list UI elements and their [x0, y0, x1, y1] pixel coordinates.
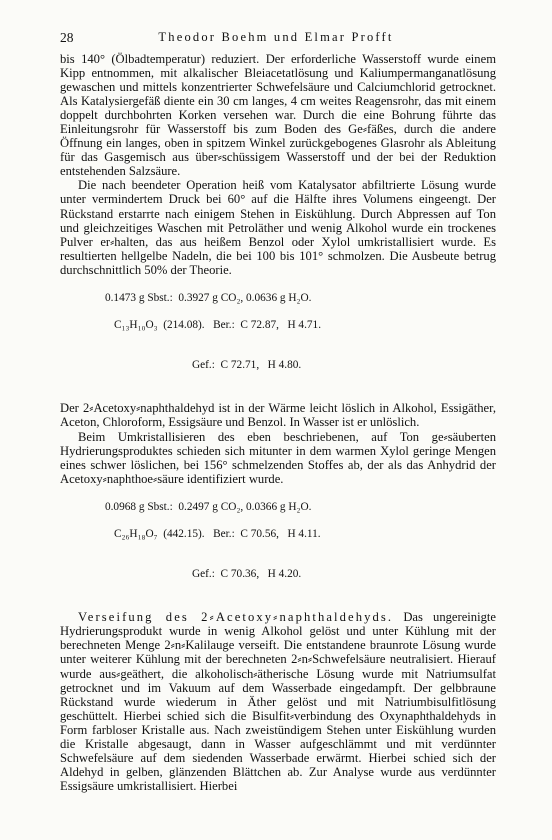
paragraph-1: bis 140° (Ölbadtemperatur) reduziert. Der erforderliche Wasserstoff wurde einem Kipp entnommen, mit alkalischer Bleiacetatlösung und Kaliumpermanganatlösung gewaschen und mittels konzentrierter Schwefelsäure und Calciumchlorid getrocknet. Als Katalysiergefäß diente ein 30 cm langes, 4 cm weites Reagensrohr, das mit einem doppelt durchbohrten Korken versehen war. Durch die eine Bohrung führte das Einleitungsrohr für Wasserstoff bis zum Boden des Ge⸗fäßes, durch die andere Öffnung ein langes, oben in spitzem Winkel zurückgebogenes Glasrohr als Ableitung für das Gasgemisch aus über⸗schüssigem Wasserstoff und der bei der Reduktion entstehenden Salzsäure.	[60, 52, 496, 179]
analysis-1-found: Gef.: C 72.71, H 4.80.	[192, 359, 302, 372]
paragraph-3: Der 2⸗Acetoxy⸗naphthaldehyd ist in der Wärme leicht löslich in Alkohol, Essigäther, Aceton, Chloroform, Essigsäure und Benzol. In Wasser ist er unlöslich.	[60, 401, 496, 430]
running-head: Theodor Boehm und Elmar Profft	[158, 30, 394, 44]
page-header	[60, 30, 492, 50]
analysis-1-calculated: C₁₃H₁₀O₃ (214.08). Ber.: C 72.87, H 4.71.	[114, 318, 322, 331]
analysis-1-sample: 0.1473 g Sbst.: 0.3927 g CO₂, 0.0636 g H₂O.	[104, 292, 312, 305]
paragraph-5	[60, 610, 496, 793]
elemental-analysis-1	[88, 279, 496, 400]
paragraph-4: Beim Umkristallisieren des eben beschriebenen, auf Ton ge⸗säuberten Hydrierungsproduktes schieden sich mitunter in dem warmen Xylol geringe Mengen eines schwer löslichen, bei 156° schmelzenden Stoffes ab, der als das Anhydrid der Acetoxy⸗naphthoe⸗säure identifiziert wurde.	[60, 429, 496, 486]
analysis-2-found: Gef.: C 70.36, H 4.20.	[192, 568, 302, 581]
section-heading: Verseifung des 2⸗Acetoxy⸗naphthaldehyds.	[78, 610, 394, 625]
body-text	[60, 52, 496, 793]
analysis-2-sample: 0.0968 g Sbst.: 0.2497 g CO₂, 0.0366 g H₂O.	[104, 501, 312, 514]
paragraph-2: Die nach beendeter Operation heiß vom Katalysator abfiltrierte Lösung wurde unter vermindertem Druck bei 60° auf die Hälfte ihres Volumens eingeengt. Der Rückstand erstarrte nach einigem Stehen in Eiskühlung. Durch Abpressen auf Ton und gleichzeitiges Waschen mit Petroläther und wenig Alkohol wurde ein trockenes Pulver er⸗halten, das aus heißem Benzol oder Xylol umkristallisiert wurde. Es resultierten hellgelbe Nadeln, die bei 100 bis 101° schmolzen. Die Ausbeute betrug durchschnittlich 50% der Theorie.	[60, 178, 496, 277]
elemental-analysis-2	[88, 488, 496, 609]
analysis-2-calculated: C₂₆H₁₈O₇ (442.15). Ber.: C 70.56, H 4.11.	[114, 527, 321, 540]
paragraph-5-text: Das ungereinigte Hydrierungsprodukt wurde in wenig Alkohol gelöst und unter Kühlung mit der berechneten Menge 2⸗n⸗Kalilauge verseift. Die entstandene braunrote Lösung wurde unter weiterer Kühlung mit der berechneten 2⸗n⸗Schwefelsäure neutralisiert. Hierauf wurde aus⸗geäthert, die alkoholisch⸗ätherische Lösung wurde mit Natriumsulfat getrocknet und im Vakuum auf dem Wasserbade eingedampft. Der gelbbraune Rückstand wurde wiederum in Äther gelöst und mit Natriumbisulfitlösung geschüttelt. Hierbei schied sich die Bisulfit⸗verbindung des Oxynaphthaldehyds in Form farbloser Kristalle aus. Nach zweistündigem Stehen unter Eiskühlung wurden die Kristalle abgesaugt, dann in Wasser aufgeschlämmt und mit verdünnter Schwefelsäure auf dem siedenden Wasserbade erwärmt. Hierbei schied sich der Aldehyd in gelben, glänzenden Blättchen ab. Zur Analyse wurde aus verdünnter Essigsäure umkristallisiert. Hierbei	[60, 610, 496, 793]
page-number: 28	[60, 30, 74, 45]
